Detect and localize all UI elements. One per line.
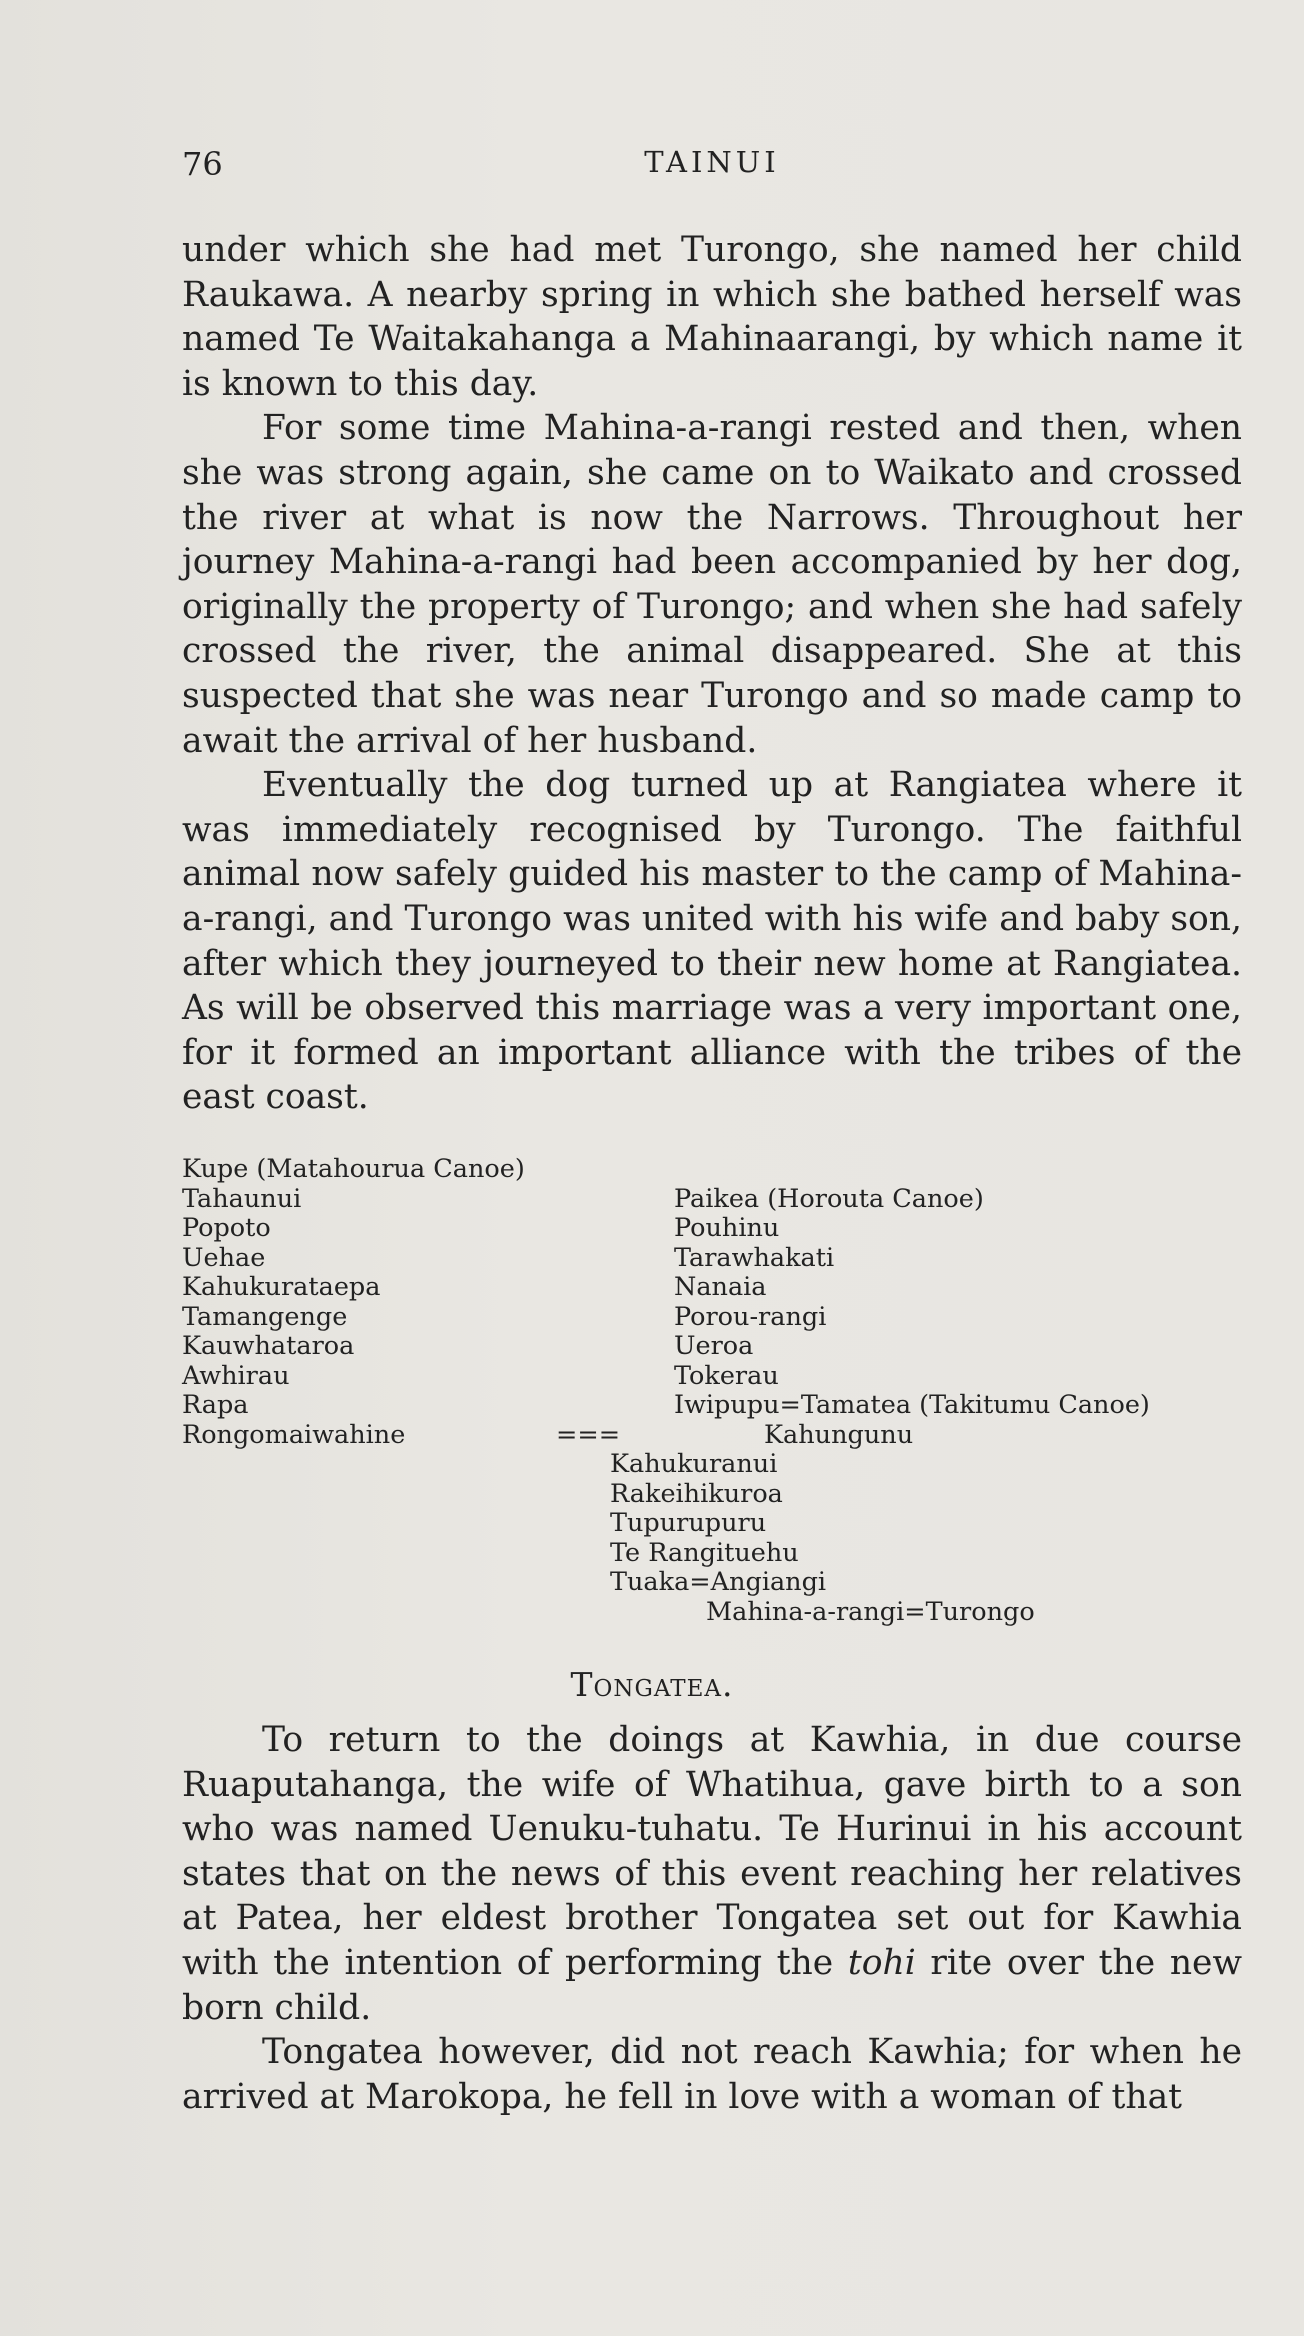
paragraph-text: rite over the new born child. xyxy=(182,1942,1242,2028)
body-text-bottom xyxy=(182,1718,1242,2119)
genealogy-spouse: Kahungunu xyxy=(764,1419,914,1450)
genealogy-left-line: Kupe (Matahourua Canoe) xyxy=(182,1154,525,1184)
genealogy-table xyxy=(182,1155,1262,1625)
paragraph: Eventually the dog turned up at Rangiatea where it was immediately recognised by Turongo. The faithful animal now safely guided his master to the camp of Mahina-a-rangi, and Turongo was united with his wife and baby son, after which they journeyed to their new home at Rangiatea. As will be observed this marriage was a very important one, for it formed an important alliance with the tribes of the east coast. xyxy=(182,765,1242,1118)
genealogy-left-line: Popoto xyxy=(182,1213,271,1243)
genealogy-right-line: Tarawhakati xyxy=(674,1242,835,1273)
marriage-sign: === xyxy=(556,1419,621,1450)
genealogy-descendant: Tupurupuru xyxy=(610,1508,767,1538)
genealogy-left-line: Uehae xyxy=(182,1242,266,1273)
paragraph: under which she had met Turongo, she named her child Raukawa. A nearby spring in which she bathed herself was named Te Waitakahanga a Mahinaarangi, by which name it is known to this day. xyxy=(182,230,1242,404)
genealogy-right-line: Pouhinu xyxy=(674,1213,780,1243)
genealogy-left-line: Tamangenge xyxy=(182,1301,348,1332)
genealogy-descendant: Rakeihikuroa xyxy=(610,1478,783,1509)
genealogy-right-line: Tokerau xyxy=(674,1360,779,1391)
genealogy-right-line: Nanaia xyxy=(674,1272,767,1302)
genealogy-right-line: Porou-rangi xyxy=(674,1301,827,1332)
genealogy-descendant: Tuaka=Angiangi xyxy=(610,1567,827,1597)
section-heading xyxy=(0,1665,1304,1704)
genealogy-descendant: Kahukuranui xyxy=(610,1449,778,1479)
genealogy-left-line: Rapa xyxy=(182,1390,249,1420)
genealogy-right-line: Ueroa xyxy=(674,1331,754,1361)
genealogy-right-line: Paikea (Horouta Canoe) xyxy=(674,1183,984,1214)
paragraph-text: To return to the doings at Kawhia, in due course Ruaputahanga, the wife of Whatihua, gave birth to a son who was named Uenuku-tuhatu. Te Hurinui in his account states that on the news of this event reaching her relatives at Patea, her eldest brother Tongatea set out for Kawhia with the intention of performing the xyxy=(182,1720,1242,1983)
genealogy-final: Mahina-a-rangi=Turongo xyxy=(706,1596,1035,1627)
genealogy-descendant: Te Rangituehu xyxy=(610,1537,799,1568)
paragraph: Tongatea however, did not reach Kawhia; for when he arrived at Marokopa, he fell in love with a woman of that xyxy=(182,2032,1242,2117)
genealogy-left-line: Kahukurataepa xyxy=(182,1272,381,1302)
italic-term: tohi xyxy=(847,1942,916,1983)
body-text-top xyxy=(182,228,1242,1120)
running-head: TAINUI xyxy=(644,145,780,179)
page-header xyxy=(182,145,1242,195)
genealogy-left-line: Tahaunui xyxy=(182,1183,302,1214)
section-heading-text: Tongatea. xyxy=(570,1665,734,1704)
genealogy-left-line: Rongomaiwahine xyxy=(182,1419,406,1450)
paragraph xyxy=(182,1718,1242,2030)
genealogy-left-line: Kauwhataroa xyxy=(182,1331,355,1361)
genealogy-right-line: Iwipupu=Tamatea (Takitumu Canoe) xyxy=(674,1390,1150,1420)
page-number: 76 xyxy=(182,145,223,183)
paragraph: For some time Mahina-a-rangi rested and then, when she was strong again, she came on to Waikato and crossed the river at what is now the Narrows. Throughout her journey Mahina-a-rangi had been accompanied by her dog, originally the property of Turongo; and when she had safely crossed the river, the animal disappeared. She at this suspected that she was near Turongo and so made camp to await the arrival of her husband. xyxy=(182,408,1242,761)
genealogy-left-line: Awhirau xyxy=(182,1360,290,1391)
